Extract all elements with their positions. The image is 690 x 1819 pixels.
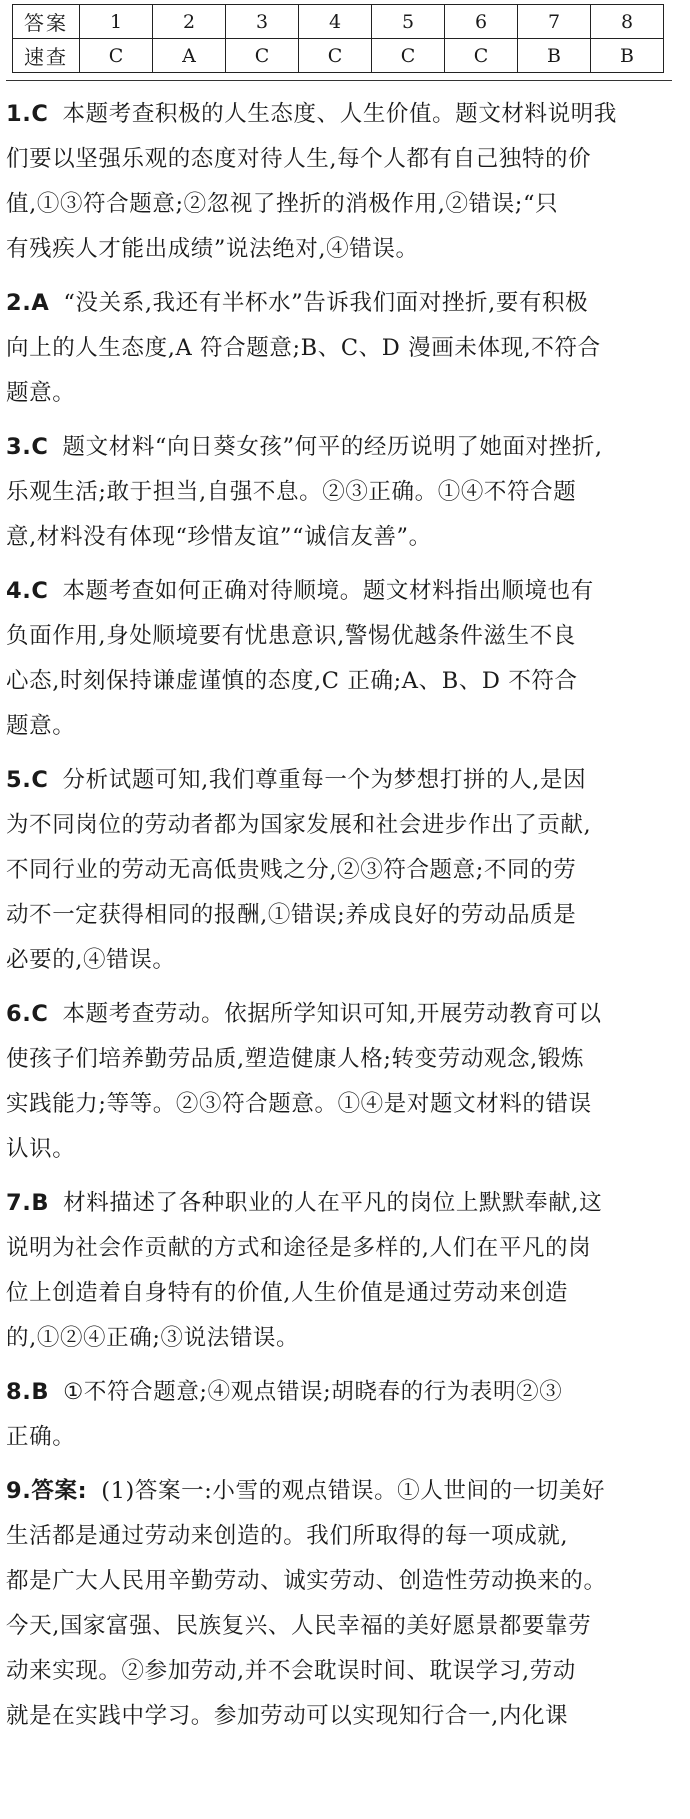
explanation-text: 值,①③符合题意;②忽视了挫折的消极作用,②错误;“只 [6, 191, 559, 217]
question-number-label: 3. [6, 434, 32, 460]
explanation-text: 本题考查积极的人生态度、人生价值。题文材料说明我 [62, 101, 617, 127]
explanation-item [6, 1469, 682, 1739]
explanation-text: 题文材料“向日葵女孩”何平的经历说明了她面对挫折, [62, 434, 603, 460]
explanation-text: 分析试题可知,我们尊重每一个为梦想打拼的人,是因 [62, 767, 587, 793]
question-number: 2 [153, 5, 226, 39]
explanation-text: 今天,国家富强、民族复兴、人民幸福的美好愿景都要靠劳 [6, 1613, 592, 1639]
explanation-line [6, 326, 682, 371]
explanations-list [6, 92, 682, 1748]
explanation-text: 有残疾人才能出成绩”说法绝对,④错误。 [6, 236, 419, 262]
answer-choice-label: C [31, 1001, 49, 1027]
explanation-line [6, 1694, 682, 1739]
explanation-line [6, 137, 682, 182]
explanation-line [6, 1469, 682, 1514]
explanation-text: 动来实现。②参加劳动,并不会耽误时间、耽误学习,劳动 [6, 1658, 576, 1684]
explanation-text: 认识。 [6, 1136, 76, 1162]
answer-letter: A [153, 39, 226, 73]
explanation-line [6, 1604, 682, 1649]
explanation-text: 们要以坚强乐观的态度对待人生,每个人都有自己独特的价 [6, 146, 592, 172]
explanation-item [6, 992, 682, 1172]
explanation-line [6, 1649, 682, 1694]
question-number: 6 [445, 5, 518, 39]
question-number-label: 7. [6, 1190, 32, 1216]
explanation-text: 意,材料没有体现“珍惜友谊”“诚信友善”。 [6, 524, 432, 550]
question-number: 1 [80, 5, 153, 39]
explanation-text: 本题考查如何正确对待顺境。题文材料指出顺境也有 [62, 578, 594, 604]
explanation-line [6, 1415, 682, 1460]
answer-letter: C [445, 39, 518, 73]
explanation-line [6, 1127, 682, 1172]
explanation-line [6, 803, 682, 848]
question-number-label: 2. [6, 290, 32, 316]
explanation-text: 不同行业的劳动无高低贵贱之分,②③符合题意;不同的劳 [6, 857, 577, 883]
explanation-line [6, 281, 682, 326]
answer-choice-label: B [31, 1379, 50, 1405]
explanation-line [6, 1226, 682, 1271]
answer-choice-label: C [31, 767, 49, 793]
explanation-text: 向上的人生态度,A 符合题意;B、C、D 漫画未体现,不符合 [6, 335, 601, 361]
explanation-text: 的,①②④正确;③说法错误。 [6, 1325, 300, 1351]
question-number: 4 [299, 5, 372, 39]
explanation-line [6, 1514, 682, 1559]
explanation-text: ①不符合题意;④观点错误;胡晓春的行为表明②③ [63, 1379, 563, 1405]
explanation-item [6, 425, 682, 560]
explanation-item [6, 1181, 682, 1361]
explanation-line [6, 1271, 682, 1316]
question-number: 7 [518, 5, 591, 39]
explanation-line [6, 371, 682, 416]
answer-letter: C [372, 39, 445, 73]
explanation-line [6, 425, 682, 470]
explanation-text: 必要的,④错误。 [6, 947, 176, 973]
explanation-line [6, 848, 682, 893]
explanation-item [6, 569, 682, 749]
question-number-label: 1. [6, 101, 32, 127]
answer-letter: C [299, 39, 372, 73]
question-number-label: 5. [6, 767, 32, 793]
explanation-text: 负面作用,身处顺境要有忧患意识,警惕优越条件滋生不良 [6, 623, 576, 649]
explanation-text: 正确。 [6, 1424, 76, 1450]
explanation-text: 位上创造着自身特有的价值,人生价值是通过劳动来创造 [6, 1280, 569, 1306]
explanation-text: 生活都是通过劳动来创造的。我们所取得的每一项成就, [6, 1523, 569, 1549]
question-number: 3 [226, 5, 299, 39]
explanation-text: 乐观生活;敢于担当,自强不息。②③正确。①④不符合题 [6, 479, 577, 505]
explanation-line [6, 1316, 682, 1361]
explanation-line [6, 1370, 682, 1415]
explanation-line [6, 1082, 682, 1127]
explanation-text: 题意。 [6, 713, 76, 739]
explanation-item [6, 1370, 682, 1460]
explanation-line [6, 992, 682, 1037]
explanation-text: “没关系,我还有半杯水”告诉我们面对挫折,要有积极 [63, 290, 589, 316]
answer-choice-label: C [31, 578, 49, 604]
explanation-line [6, 470, 682, 515]
answer-choice-label: 答案: [31, 1478, 88, 1504]
explanation-line [6, 614, 682, 659]
explanation-text: 都是广大人民用辛勤劳动、诚实劳动、创造性劳动换来的。 [6, 1568, 607, 1594]
explanation-text: 说明为社会作贡献的方式和途径是多样的,人们在平凡的岗 [6, 1235, 592, 1261]
answer-choice-label: B [31, 1190, 50, 1216]
explanation-line [6, 938, 682, 983]
question-number-label: 8. [6, 1379, 32, 1405]
question-number: 8 [591, 5, 664, 39]
explanation-text: 实践能力;等等。②③符合题意。①④是对题文材料的错误 [6, 1091, 592, 1117]
explanation-text: 心态,时刻保持谦虚谨慎的态度,C 正确;A、B、D 不符合 [6, 668, 578, 694]
question-number: 5 [372, 5, 445, 39]
explanation-line [6, 659, 682, 704]
explanation-line [6, 893, 682, 938]
explanation-text: 本题考查劳动。依据所学知识可知,开展劳动教育可以 [62, 1001, 602, 1027]
explanation-item [6, 281, 682, 416]
explanation-line [6, 758, 682, 803]
explanation-line [6, 1037, 682, 1082]
explanation-text: 材料描述了各种职业的人在平凡的岗位上默默奉献,这 [63, 1190, 603, 1216]
answer-choice-label: A [31, 290, 50, 316]
answer-key-row-label: 速查 [13, 39, 80, 73]
answer-letter: C [226, 39, 299, 73]
explanation-text: (1)答案一:小雪的观点错误。①人世间的一切美好 [101, 1478, 606, 1504]
explanation-line [6, 1181, 682, 1226]
answer-choice-label: C [31, 101, 49, 127]
explanation-text: 就是在实践中学习。参加劳动可以实现知行合一,内化课 [6, 1703, 569, 1729]
question-number-label: 9. [6, 1478, 32, 1504]
answer-key-number-row [13, 5, 664, 39]
answer-choice-label: C [31, 434, 49, 460]
answer-letter: C [80, 39, 153, 73]
answer-key-answer-row [13, 39, 664, 73]
explanation-line [6, 569, 682, 614]
answer-letter: B [591, 39, 664, 73]
explanation-line [6, 227, 682, 272]
explanation-text: 为不同岗位的劳动者都为国家发展和社会进步作出了贡献, [6, 812, 592, 838]
explanation-item [6, 758, 682, 983]
explanation-line [6, 92, 682, 137]
explanation-text: 动不一定获得相同的报酬,①错误;养成良好的劳动品质是 [6, 902, 577, 928]
answer-key-table [12, 4, 664, 73]
explanation-text: 题意。 [6, 380, 76, 406]
explanation-text: 使孩子们培养勤劳品质,塑造健康人格;转变劳动观念,锻炼 [6, 1046, 585, 1072]
explanation-line [6, 515, 682, 560]
explanation-line [6, 704, 682, 749]
explanation-line [6, 182, 682, 227]
question-number-label: 4. [6, 578, 32, 604]
question-number-label: 6. [6, 1001, 32, 1027]
answer-letter: B [518, 39, 591, 73]
answer-key-header-label: 答案 [13, 5, 80, 39]
explanation-line [6, 1559, 682, 1604]
divider [6, 80, 672, 81]
explanation-item [6, 92, 682, 272]
